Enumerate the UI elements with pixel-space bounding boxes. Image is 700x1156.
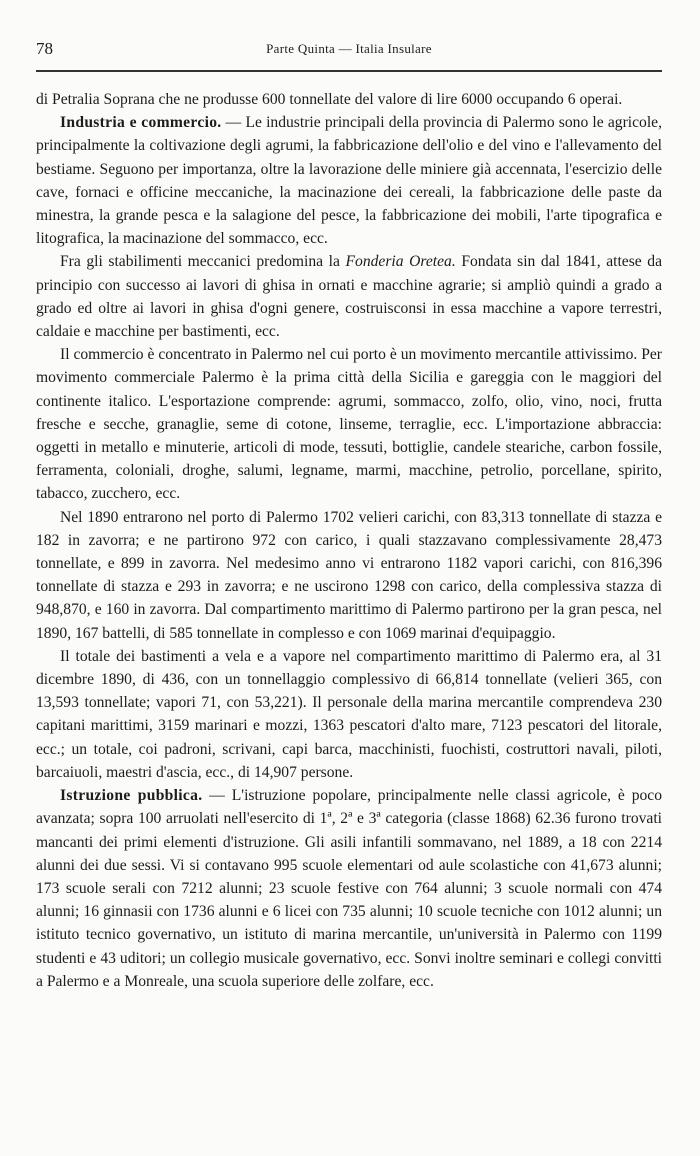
page-number: 78 — [36, 39, 53, 58]
page-header — [36, 38, 662, 62]
paragraph-istruzione — [36, 784, 662, 993]
fonderia-name: Fonderia Oretea. — [345, 253, 456, 271]
paragraph-fonderia — [36, 250, 662, 343]
paragraph-text: — L'istruzione popolare, principalmente nelle classi agricole, è poco avanzata; sopra 100 arruolati nell'esercito di 1ª, 2ª e 3ª categoria (classe 1868) 62.36 furono trovati mancanti dei primi elementi d'istruzione. Gli asili infantili sommavano, nel 1889, a 18 con 2214 alunni dei due sessi. Vi si contavano 995 scuole elementari od aule scolastiche con 41,673 alunni; 173 scuole serali con 7212 alunni; 23 scuole festive con 764 alunni; 3 scuole normali con 474 alunni; 16 ginnasii con 1736 alunni e 6 licei con 735 alunni; 10 scuole tecniche con 1012 alunni; un istituto tecnico governativo, un istituto di marina mercantile, un'università in Palermo con 1199 studenti e 43 uditori; un collegio musicale governativo, ecc. Sonvi inoltre seminari e collegi convitti a Palermo e a Monreale, una scuola superiore delle zolfare, ecc. — [36, 787, 663, 990]
paragraph-industria — [36, 111, 662, 250]
paragraph-text: Nel 1890 entrarono nel porto di Palermo 1702 velieri carichi, con 83,313 tonnellate di stazza e 182 in zavorra; e ne partirono 972 con carico, i quali stazzavano complessivamente 28,473 tonnellate, e 899 in zavorra. Nel medesimo anno vi entrarono 1182 vapori carichi, con 816,396 tonnellate di stazza e 293 in zavorra; e ne uscirono 1298 con carico, della complessiva stazza di 948,870, e 160 in zavorra. Dal compartimento marittimo di Palermo partirono per la gran pesca, nel 1890, 167 battelli, di 585 tonnellate in complesso e con 1069 marinai d'equipaggio. — [36, 508, 662, 642]
paragraph-text: — Le industrie principali della provincia di Palermo sono le agricole, principalmente la coltivazione degli agrumi, la fabbricazione dell'olio e del vino e l'allevamento del bestiame. Seguono per importanza, oltre la lavorazione delle miniere già accennata, l'esercizio delle cave, fornaci e officine meccaniche, la macinazione dei cereali, la fabbricazione delle paste da minestra, la grande pesca e la salagione del pesce, la fabbricazione dei mobili, l'arte tipografica e litografica, la macinazione del sommacco, ecc. — [36, 114, 662, 248]
running-title: Parte Quinta — Italia Insulare — [266, 41, 432, 56]
paragraph-continuation — [36, 88, 662, 111]
paragraph-porto-1890 — [36, 506, 662, 645]
paragraph-text: Fra gli stabilimenti meccanici predomina la — [60, 253, 346, 271]
paragraph-bastimenti — [36, 645, 662, 784]
paragraph-text: Il totale dei bastimenti a vela e a vapore nel compartimento marittimo di Palermo era, al 31 dicembre 1890, di 436, con un tonnellaggio complessivo di 66,814 tonnellate (velieri 365, con 13,593 tonnellate; vapori 71, con 53,221). Il personale della marina mercantile comprendeva 230 capitani marittimi, 3159 marinari e mozzi, 1363 pescatori d'alto mare, 7123 pescatori del litorale, ecc.; un totale, coi padroni, scrivani, capi barca, macchinisti, fuochisti, costruttori navali, piloti, barcaiuoli, maestri d'ascia, ecc., di 14,907 persone. — [36, 647, 662, 781]
section-title-istruzione: Istruzione pubblica. — [60, 787, 203, 805]
paragraph-commercio — [36, 343, 662, 505]
section-title-industria: Industria e commercio. — [60, 114, 222, 132]
header-divider — [36, 70, 662, 72]
paragraph-text: Fondata sin dal 1841, attese da principio con successo ai lavori di ghisa in ornati e macchine agrarie; si ampliò quindi a grado a grado ed oltre ai lavori in ghisa d'ogni genere, costruisconsi in essa macchine a vapore terrestri, caldaie e macchine per bastimenti, ecc. — [36, 253, 663, 341]
body-text — [36, 88, 662, 993]
paragraph-text: di Petralia Soprana che ne produsse 600 tonnellate del valore di lire 6000 occupando 6 operai. — [36, 91, 623, 108]
paragraph-text: Il commercio è concentrato in Palermo nel cui porto è un movimento mercantile attivissimo. Per movimento commerciale Palermo è la prima città della Sicilia e gareggia con le maggiori del continente italico. L'esportazione comprende: agrumi, sommacco, zolfo, olio, vino, noci, frutta fresche e secche, granaglie, seme di cotone, linseme, terraglie, ecc. L'importazione abbraccia: oggetti in metallo e minuterie, articoli di mode, tessuti, bottiglie, candele steariche, carbon fossile, ferramenta, coloniali, droghe, salumi, legname, marmi, macchine, petrolio, porcellane, spirito, tabacco, zucchero, ecc. — [36, 346, 662, 503]
